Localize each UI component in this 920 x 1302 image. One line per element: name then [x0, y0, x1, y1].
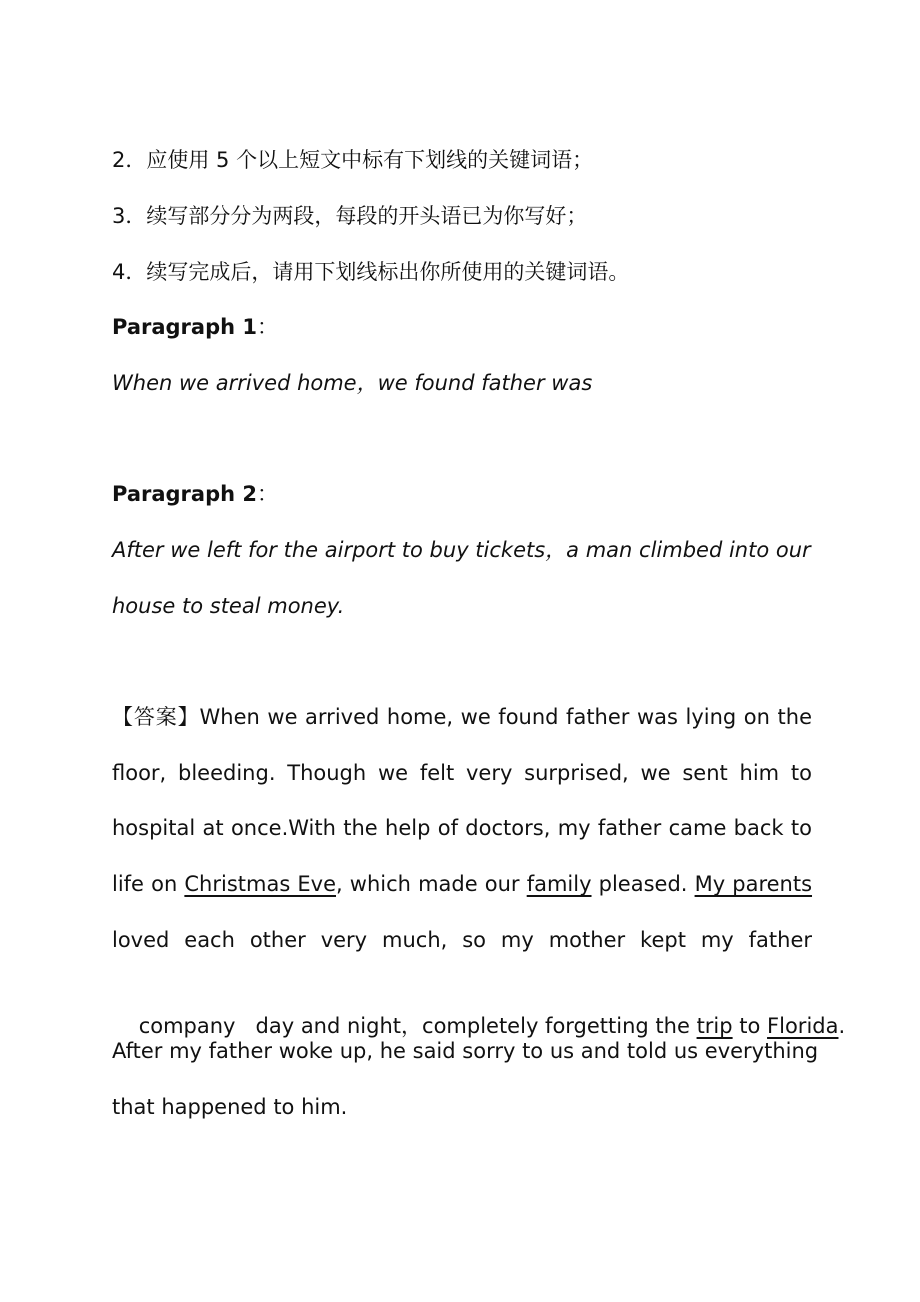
answer-tag: 【答案】	[112, 705, 200, 729]
keyword-florida: Florida	[767, 1014, 839, 1038]
answer-line-5: loved each other very much, so my mother kept my father	[112, 928, 812, 952]
requirement-2: 2．应使用 5 个以上短文中标有下划线的关键词语；	[112, 148, 594, 172]
answer-line-2: floor, bleeding. Though we felt very surprised, we sent him to	[112, 761, 812, 785]
requirement-3: 3．续写部分分为两段，每段的开头语已为你写好；	[112, 204, 588, 228]
paragraph2-colon: ：	[257, 482, 278, 506]
answer-line-4	[112, 869, 812, 899]
requirement-4: 4．续写完成后，请用下划线标出你所使用的关键词语。	[112, 260, 630, 284]
answer-text-6a: company day and night，completely forgetting the	[138, 1014, 697, 1038]
keyword-family: family	[526, 872, 592, 896]
answer-line-1	[112, 702, 812, 732]
keyword-christmas-eve: Christmas Eve	[184, 872, 336, 896]
paragraph1-heading	[112, 312, 812, 342]
paragraph1-colon: ：	[257, 315, 278, 339]
keyword-my-parents: My parents	[694, 872, 813, 896]
answer-line-8: that happened to him.	[112, 1095, 348, 1119]
answer-text-1: When we arrived home, we found father was lying on the	[199, 705, 812, 729]
answer-text-4c: pleased.	[591, 872, 695, 896]
paragraph2-heading	[112, 479, 812, 509]
answer-text-6c: .	[838, 1014, 846, 1038]
answer-text-4b: , which made our	[336, 872, 527, 896]
answer-text-4a: life on	[112, 872, 185, 896]
paragraph2-label: Paragraph 2	[112, 482, 257, 506]
paragraph1-label: Paragraph 1	[112, 315, 257, 339]
paragraph1-opening: When we arrived home，we found father was	[112, 371, 593, 395]
paragraph2-opening-line2: house to steal money.	[112, 594, 345, 618]
keyword-trip: trip	[696, 1014, 733, 1038]
answer-line-7: After my father woke up, he said sorry to us and told us everything	[112, 1039, 819, 1063]
answer-line-3: hospital at once.With the help of doctors, my father came back to	[112, 816, 812, 840]
paragraph2-opening-line1: After we left for the airport to buy tickets，a man climbed into our	[112, 538, 811, 562]
answer-text-6b: to	[732, 1014, 768, 1038]
